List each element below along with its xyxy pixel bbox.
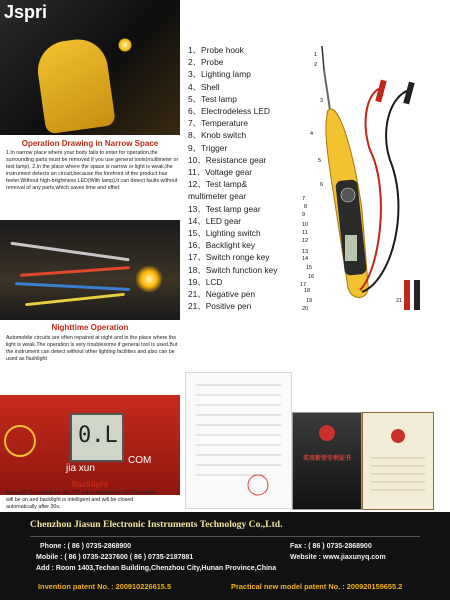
negative-pen-bottom [414,280,420,310]
callout-number: 17 [300,282,307,288]
list-item: 1、Probe hook [188,45,244,55]
list-item: 18、Switch function key [188,264,278,275]
callout-number: 15 [306,265,313,271]
list-item: 7、Temperature [188,118,249,129]
brand-label: Jspri [4,2,48,22]
callout-number: 11 [302,230,308,236]
negative-lead [362,90,410,292]
model-patent: Practical new model patent No. : 200920159655.2 [231,582,403,591]
nighttime-title: Nighttime Operation [51,323,129,332]
callout-number: 5 [318,158,322,164]
callout-number: 4 [310,131,314,137]
callout-number: 21 [396,298,403,304]
list-item: multimeter gear [188,191,247,202]
backlight-title: Backlight [71,480,108,489]
lcd-panel [345,235,357,261]
nighttime-photo [0,220,180,320]
mobile-text: Mobile : ( 86 ) 0735-2237600 ( 86 ) 0735-2187881 [36,554,194,561]
document-lines [186,373,291,508]
callout-number: 18 [304,288,311,294]
website-link[interactable]: Website : www.jiaxunyq.com [290,554,386,561]
callout-number: 14 [302,256,309,262]
footer-divider [30,536,420,537]
fax-text: Fax : ( 86 ) 0735-2868900 [290,543,372,550]
invention-patent: Invention patent No. : 200910226615.5 [38,582,172,591]
company-footer [0,512,450,600]
wire [10,242,129,262]
callout-number: 8 [304,204,308,210]
list-item: 3、Lighting lamp [188,69,251,80]
list-item: 17、Switch ronge key [188,252,270,263]
positive-pen-bottom [404,280,410,310]
list-item: 16、Backlight key [188,240,256,251]
list-item: 10、Resistance gear [188,154,267,165]
callout-number: 10 [302,222,309,228]
wire [20,266,130,277]
knob-ring [4,425,36,457]
patent-certificate-banner: 实用新型专利证书 [302,456,351,462]
callout-number: 3 [320,98,324,104]
lamp-glow [118,38,132,52]
callout-number: 20 [302,306,309,312]
patent-certificate-dark [292,412,362,510]
callout-number: 1 [314,52,318,58]
company-name: Chenzhou Jiasun Electronic Instruments Technology Co.,Ltd. [30,519,283,530]
patent-certificate-light [362,412,434,510]
list-item: 14、LED gear [188,215,242,226]
callout-number: 7 [302,196,306,202]
list-item: 21、Positive pen [188,301,252,312]
parts-list [188,44,311,312]
callout-number: 2 [314,62,318,68]
list-item: 8、Knob switch [188,130,247,141]
list-item: 12、Test lamp& [188,179,248,190]
lcd-screen [70,413,124,462]
list-item: 9、Trigger [188,142,228,153]
certificate-lines [371,453,425,503]
probe-diagram [300,40,450,330]
inspection-report-document [185,372,292,509]
lcd-value: 0.L [78,423,118,448]
lcd-brand: jia xun [66,463,95,474]
emblem-icon [391,429,405,443]
list-item: 15、Lighting switch [188,228,261,239]
callout-number: 9 [302,212,306,218]
wire [15,282,130,291]
lamp-glow [135,265,163,293]
backlight-text: Press(BL(TH)switch for 3s,LCD super-brightness LED backlight will be on,and backlight is intelligent and will be closed automatically after 30s. [6,490,155,510]
list-item: 5、Test lamp [188,93,237,104]
list-item: 2、Probe [188,57,224,68]
com-label: COM [128,455,152,466]
callout-number: 16 [308,274,315,280]
callout-number: 19 [306,298,313,304]
callout-number: 6 [320,182,324,188]
list-item: 4、Shell [188,81,220,92]
list-item: 19、LCD [188,276,223,287]
list-item: 6、Electrodeless LED [188,106,270,117]
list-item: 21、Negative pen [188,289,256,300]
red-stamp [248,475,268,495]
knob-switch [341,188,355,202]
callout-number: 13 [302,249,309,255]
probe-tool-image [34,36,116,135]
address-text: Add : Room 1403,Techan Building,Chenzhou City,Hunan Province,China [36,565,277,572]
probe-tip [324,70,330,110]
narrow-space-title: Operation Drawing in Narrow Space [21,139,159,148]
list-item: 13、Test lamp gear [188,203,261,214]
narrow-space-text: 1.In narrow place where your body fails to enter for operation,the surrounding parts must be removed if you use general tools(multimeter or test lamp). 2.In the place where the space is narrow or light is weak,the instrument detects an circuit,because the forefront of the product has feeler.Without high-brightness LED(With lamp),it can detect faults without removal of any parts,which saves time and effort [6,150,179,191]
phone-text: Phone : ( 86 ) 0735-2868900 [40,543,132,550]
nighttime-text: Automobile circuits are often repaired at night and in the place where the light is weak.The operation is very troublesome if general tool is used.But the instrument can detect without other lighting facilities and also can be used as flashlight [6,335,178,362]
narrow-space-photo [0,0,180,135]
callout-number: 12 [302,238,309,244]
probe-hook [322,46,324,70]
list-item: 11、Voltage gear [188,167,253,178]
emblem-icon [319,425,335,441]
wire [25,293,125,306]
